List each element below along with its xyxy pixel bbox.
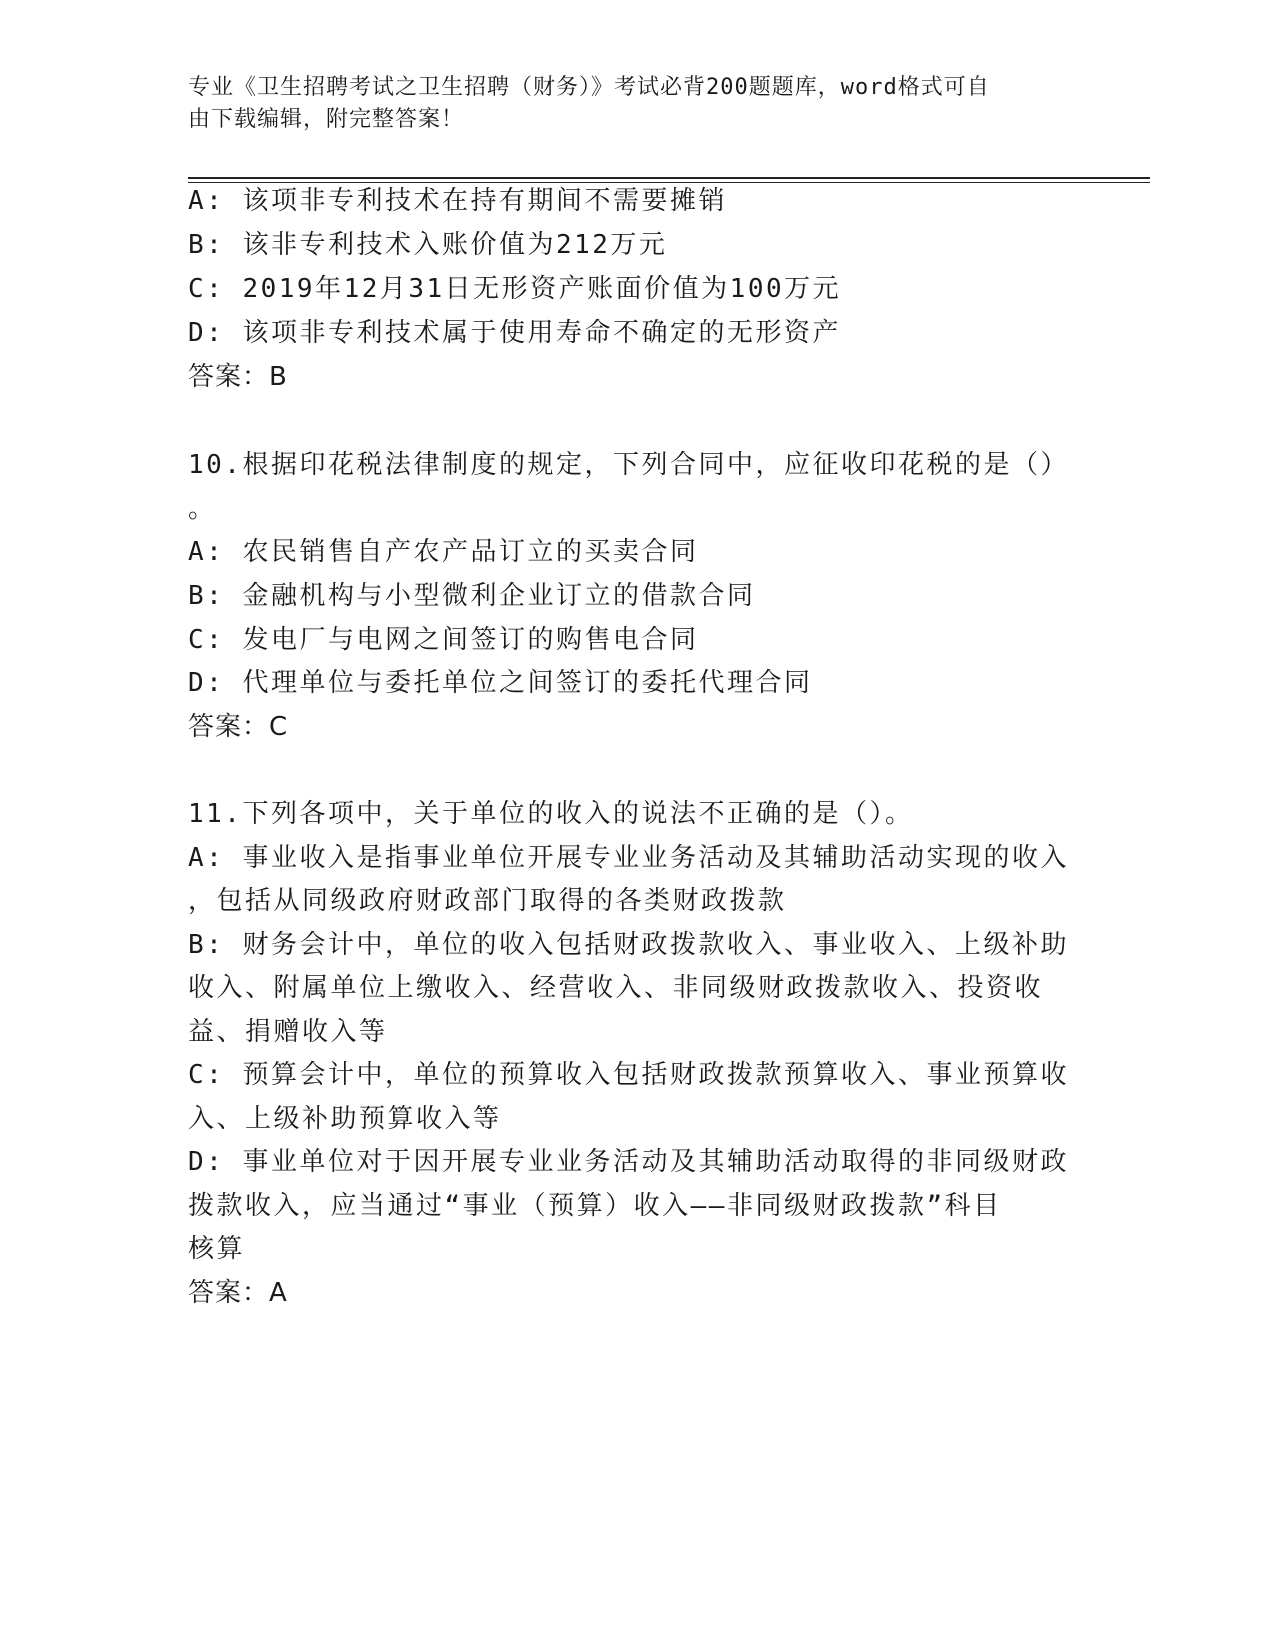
- q11-option-c-line-1: C: 预算会计中，单位的预算收入包括财政拨款预算收入、事业预算收: [188, 1060, 1069, 1090]
- q9-option-d: D: 该项非专利技术属于使用寿命不确定的无形资产: [188, 318, 841, 348]
- q10-stem-line-1: 10.根据印花税法律制度的规定，下列合同中，应征收印花税的是（）: [188, 450, 1069, 480]
- q11-option-d-line-1: D: 事业单位对于因开展专业业务活动及其辅助活动取得的非同级财政: [188, 1147, 1069, 1177]
- q11-option-a-line-2: ，包括从同级政府财政部门取得的各类财政拨款: [188, 886, 787, 916]
- document-header: [188, 72, 1088, 136]
- q10-option-a: A: 农民销售自产农产品订立的买卖合同: [188, 537, 699, 567]
- q11-option-a-line-1: A: 事业收入是指事业单位开展专业业务活动及其辅助活动实现的收入: [188, 843, 1069, 873]
- q10-stem-line-2: 。: [188, 494, 217, 524]
- q9-answer: 答案：B: [188, 362, 288, 392]
- q9-option-a: A: 该项非专利技术在持有期间不需要摊销: [188, 186, 727, 216]
- q11-option-b-line-1: B: 财务会计中，单位的收入包括财政拨款收入、事业收入、上级补助: [188, 930, 1069, 960]
- header-divider-thin: [188, 182, 1150, 183]
- q10-option-d: D: 代理单位与委托单位之间签订的委托代理合同: [188, 668, 813, 698]
- q11-stem: 11.下列各项中，关于单位的收入的说法不正确的是（）。: [188, 799, 914, 829]
- q11-option-b-line-2: 收入、附属单位上缴收入、经营收入、非同级财政拨款收入、投资收: [188, 973, 1044, 1003]
- q10-option-b: B: 金融机构与小型微利企业订立的借款合同: [188, 581, 756, 611]
- q11-option-b-line-3: 益、捐赠收入等: [188, 1017, 388, 1047]
- q11-option-d-line-3: 核算: [188, 1234, 246, 1264]
- q10-option-c: C: 发电厂与电网之间签订的购售电合同: [188, 625, 699, 655]
- header-divider-thick: [188, 177, 1150, 179]
- q9-option-b: B: 该非专利技术入账价值为212万元: [188, 230, 668, 260]
- q9-option-c: C: 2019年12月31日无形资产账面价值为100万元: [188, 274, 842, 304]
- q11-option-d-line-2: 拨款收入，应当通过“事业（预算）收入——非同级财政拨款”科目: [188, 1191, 1002, 1221]
- header-title-line-1: 专业《卫生招聘考试之卫生招聘（财务）》考试必背200题题库，word格式可自: [188, 75, 990, 100]
- q10-answer: 答案：C: [188, 712, 289, 742]
- header-title-line-2: 由下载编辑，附完整答案！: [188, 107, 465, 132]
- q11-option-c-line-2: 入、上级补助预算收入等: [188, 1104, 502, 1134]
- q11-answer: 答案：A: [188, 1278, 288, 1308]
